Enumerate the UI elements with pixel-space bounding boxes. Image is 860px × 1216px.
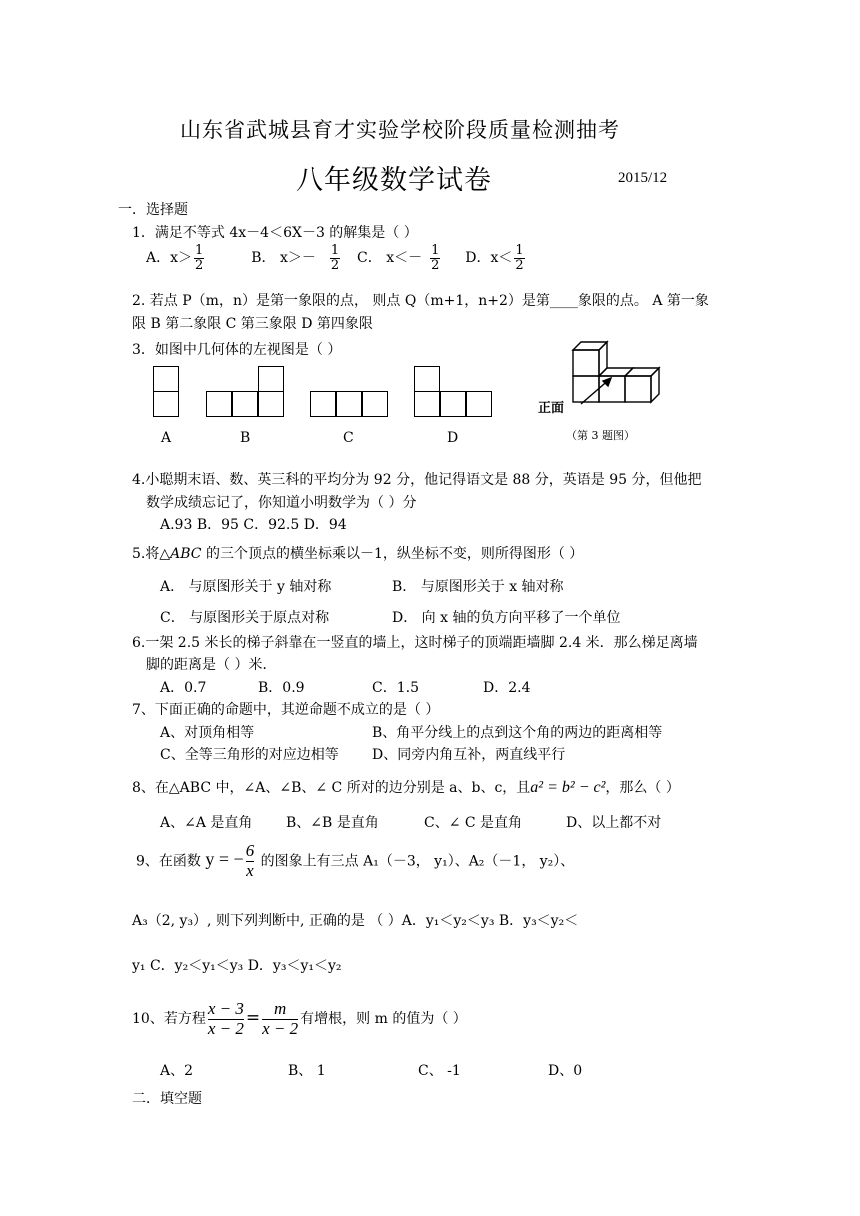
- q5-stem: 5.将△ABC 的三个顶点的横坐标乘以－1，纵坐标不变，则所得图形（ ）: [132, 546, 584, 562]
- q10-option-b: B、 1: [288, 1063, 326, 1079]
- q7-option-b: B、角平分线上的点到这个角的两边的距离相等: [372, 725, 663, 741]
- q3-label-b: B: [240, 430, 251, 446]
- q1-options: [146, 244, 527, 272]
- q6-option-b: B．0.9: [258, 680, 305, 696]
- q7-option-a: A、对顶角相等: [160, 725, 255, 741]
- q5-option-a: A． 与原图形关于 y 轴对称: [160, 579, 332, 595]
- q10-option-d: D、0: [548, 1063, 583, 1079]
- exam-title: 八年级数学试卷: [296, 165, 492, 196]
- q6-option-c: C．1.5: [372, 680, 419, 696]
- q7-option-d: D、同旁内角互补，两直线平行: [372, 747, 566, 763]
- section-choice-heading: 一．选择题: [118, 202, 188, 218]
- q8-stem: 8、在△ABC 中，∠A、∠B、∠ C 所对的边分别是 a、b、c，且a² = b² − c²，那么（ ）: [132, 779, 680, 796]
- exam-school-title: 山东省武城县育才实验学校阶段质量检测抽考: [180, 118, 620, 142]
- q1-option-d: D．x＜ $\frac{1}{2}$: [465, 243, 524, 273]
- q8-option-a: A、∠A 是直角: [160, 815, 253, 831]
- q4-line1: 4.小聪期末语、数、英三科的平均分为 92 分，他记得语文是 88 分，英语是 95 分，但他把: [132, 472, 702, 488]
- q4-options: A.93 B．95 C．92.5 D．94: [160, 517, 347, 533]
- q6-option-d: D．2.4: [483, 680, 531, 696]
- q6-line1: 6.一架 2.5 米长的梯子斜靠在一竖直的墙上，这时梯子的顶端距墙脚 2.4 米．那么梯足离墙: [132, 635, 698, 651]
- q9-function: y = − $\frac{6}{x}$: [205, 841, 255, 880]
- q8-option-c: C、∠ C 是直角: [424, 815, 523, 831]
- q5-option-b: B． 与原图形关于 x 轴对称: [392, 579, 564, 595]
- q2-line2: 限 B 第二象限 C 第三象限 D 第四象限: [132, 316, 373, 332]
- q3-label-a: A: [161, 430, 172, 446]
- q3-figure-caption: （第 3 题图）: [566, 429, 635, 442]
- q1-stem: 1．满足不等式 4x－4＜6X－3 的解集是（ ）: [132, 225, 418, 241]
- exam-date: 2015/12: [618, 170, 668, 186]
- q9-line2: A₃（2, y₃）, 则下列判断中, 正确的是 （ ）A．y₁＜y₂＜y₃ B．y₃＜y₂＜: [132, 913, 579, 929]
- q1-option-b: B． x＞－ $\frac{1}{2}$: [251, 243, 340, 273]
- q3-label-d: D: [447, 430, 459, 446]
- q4-line2: 数学成绩忘记了，你知道小明数学为（ ）分: [146, 495, 417, 511]
- q5-option-d: D． 向 x 轴的负方向平移了一个单位: [392, 610, 621, 626]
- q10-option-c: C、 -1: [418, 1063, 461, 1079]
- q3-stem: 3．如图中几何体的左视图是（ ）: [132, 342, 342, 358]
- q9-line3: y₁ C．y₂＜y₁＜y₃ D．y₃＜y₁＜y₂: [132, 958, 342, 974]
- q7-stem: 7、下面正确的命题中，其逆命题不成立的是（ ）: [132, 702, 440, 718]
- section-fill-heading: 二．填空题: [132, 1091, 202, 1107]
- q2-line1: 2. 若点 P（m，n）是第一象限的点， 则点 Q（m+1，n+2）是第____象限的点。 A 第一象: [132, 293, 709, 309]
- q3-front-label: 正面: [538, 401, 565, 416]
- q3-solid-figure: [565, 338, 665, 406]
- q10-stem: 10、若方程 $\frac{x - 3}{x - 2}$ = $\frac{m}{x - 2}$ 有增根，则 m 的值为（ ）: [132, 999, 467, 1038]
- q8-option-d: D、以上都不对: [566, 815, 662, 831]
- q5-option-c: C． 与原图形关于原点对称: [160, 610, 330, 626]
- q1-option-a: A．x＞ $\frac{1}{2}$: [146, 243, 204, 273]
- q9-line1: 9、在函数 y = − $\frac{6}{x}$ 的图象上有三点 A₁（－3， y₁）、A₂（－1， y₂）、: [136, 841, 575, 880]
- q6-line2: 脚的距离是（ ）米．: [146, 657, 277, 673]
- q3-label-c: C: [343, 430, 354, 446]
- q6-option-a: A．0.7: [160, 680, 207, 696]
- q7-option-c: C、全等三角形的对应边相等: [160, 747, 339, 763]
- q8-option-b: B、∠B 是直角: [286, 815, 379, 831]
- q10-option-a: A、2: [160, 1063, 194, 1079]
- q1-option-c: C． x＜－ $\frac{1}{2}$: [357, 243, 440, 273]
- q8-formula: a² = b² − c²: [530, 779, 606, 796]
